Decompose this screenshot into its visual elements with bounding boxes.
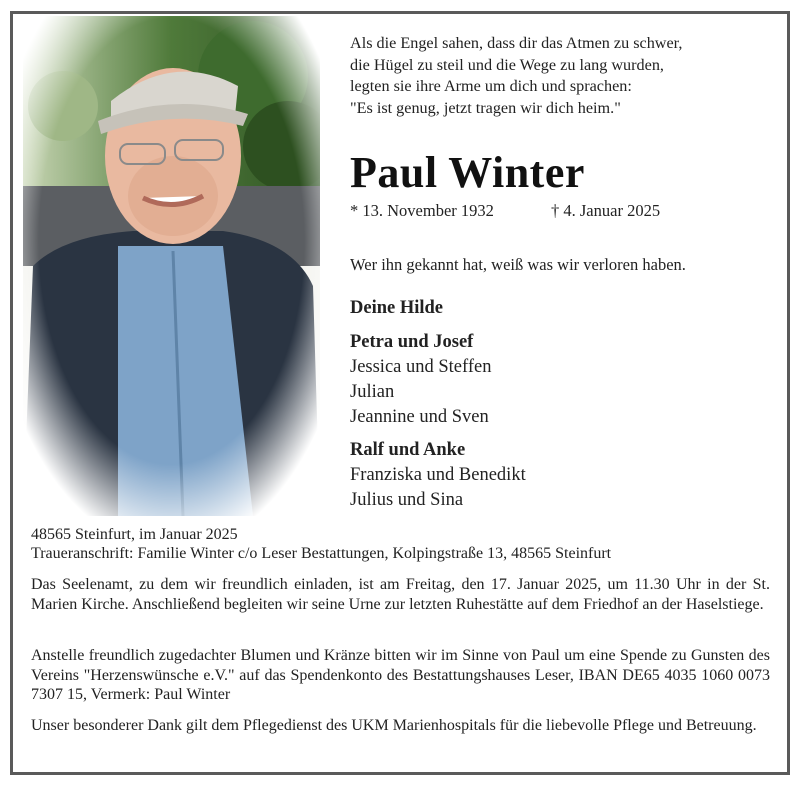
motto: Wer ihn gekannt hat, weiß was wir verloren haben. bbox=[350, 255, 686, 274]
poem bbox=[350, 33, 770, 119]
mourning-address: Traueranschrift: Familie Winter c/o Leser Bestattungen, Kolpingstraße 13, 48565 Steinfurt bbox=[31, 545, 612, 562]
deceased-name: Paul Winter bbox=[350, 148, 585, 197]
poem-line: "Es ist genug, jetzt tragen wir dich heim." bbox=[350, 98, 621, 117]
death-date: † 4. Januar 2025 bbox=[551, 201, 661, 220]
poem-line: Als die Engel sahen, dass dir das Atmen zu schwer, bbox=[350, 34, 683, 52]
family-member: Julius und Sina bbox=[350, 490, 464, 510]
thanks-note: Unser besonderer Dank gilt dem Pflegedienst des UKM Marienhospitals für die liebevolle Pflege und Betreuung. bbox=[31, 717, 757, 734]
family-list bbox=[350, 296, 770, 521]
family-member: Julian bbox=[350, 382, 395, 402]
portrait-photo bbox=[23, 16, 320, 516]
family-member: Franziska und Benedikt bbox=[350, 465, 526, 485]
poem-line: legten sie ihre Arme um dich und sprachen: bbox=[350, 77, 632, 95]
wife-name: Deine Hilde bbox=[350, 298, 444, 318]
place-date: 48565 Steinfurt, im Januar 2025 bbox=[31, 526, 238, 543]
funeral-info: Das Seelenamt, zu dem wir freundlich einladen, ist am Freitag, den 17. Januar 2025, um 11.30 Uhr in der St. Marien Kirche. Anschließend begleiten wir seine Urne zur letzten Ruhestätte auf dem Friedhof an der Haselstiege. bbox=[31, 576, 770, 613]
birth-date: * 13. November 1932 bbox=[350, 201, 494, 220]
family-member: Jessica und Steffen bbox=[350, 357, 492, 377]
poem-line: die Hügel zu steil und die Wege zu lang wurden, bbox=[350, 55, 664, 74]
family-member: Jeannine und Sven bbox=[350, 407, 489, 427]
donation-info: Anstelle freundlich zugedachter Blumen und Kränze bitten wir im Sinne von Paul um eine Spende zu Gunsten des Vereins "Herzenswünsche e.V." auf das Spendenkonto des Bestattungshauses Leser, IBAN DE65 4035 1060 0073 7307 15, Vermerk: Paul Winter bbox=[31, 647, 770, 703]
family-group-head: Ralf und Anke bbox=[350, 440, 466, 460]
family-group-head: Petra und Josef bbox=[350, 332, 474, 352]
